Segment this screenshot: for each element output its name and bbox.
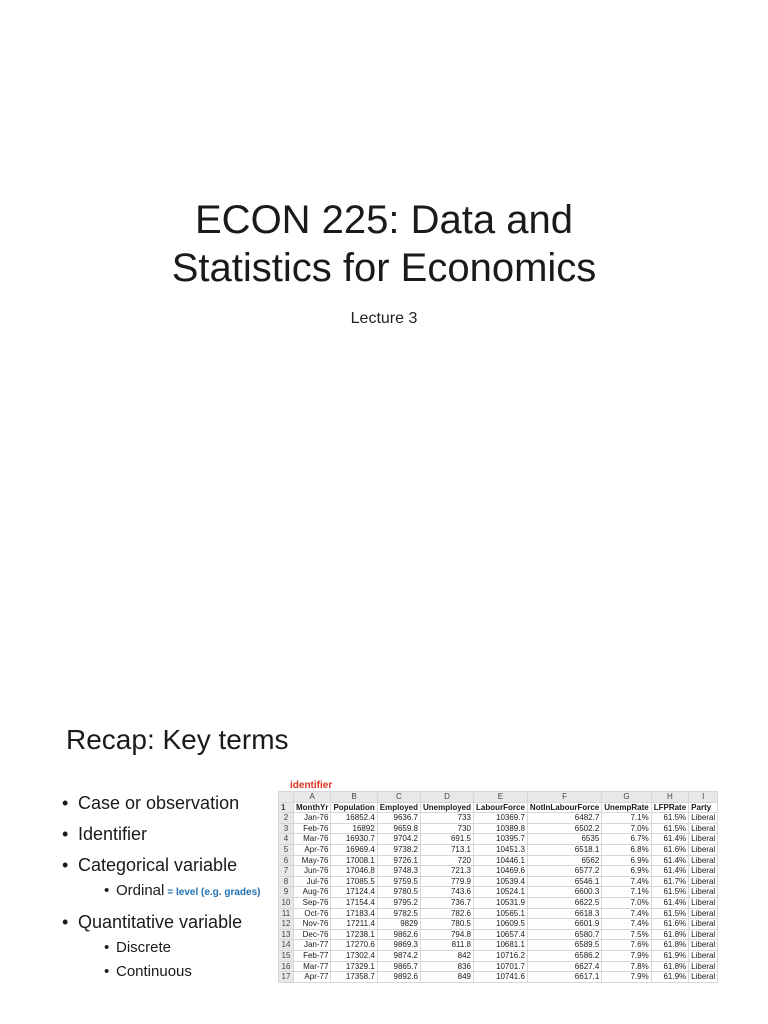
column-header: Employed [377,802,420,813]
table-cell: 7.8% [602,961,651,972]
table-cell: 9726.1 [377,855,420,866]
table-cell: 6617.1 [527,972,601,983]
table-cell: Apr-77 [294,972,331,983]
table-cell: Liberal [689,876,718,887]
table-cell: 794.8 [421,929,474,940]
table-cell: 10524.1 [474,887,528,898]
row-number: 2 [279,813,294,824]
column-header: LFPRate [651,802,688,813]
table-cell: 10657.4 [474,929,528,940]
table-cell: 7.6% [602,940,651,951]
table-cell: Liberal [689,961,718,972]
table-row [279,961,718,972]
table-cell: Liberal [689,887,718,898]
table-cell: 7.0% [602,897,651,908]
table-cell: 61.4% [651,834,688,845]
header-row [279,802,718,813]
table-cell: 730 [421,823,474,834]
table-cell: Oct-76 [294,908,331,919]
table-cell: 9862.6 [377,929,420,940]
table-cell: 10469.6 [474,866,528,877]
table-cell: 61.8% [651,940,688,951]
table-cell: 6601.9 [527,919,601,930]
table-cell: 16892 [331,823,377,834]
table-cell: 10741.6 [474,972,528,983]
column-letter: C [377,792,420,803]
table-cell: 6.8% [602,844,651,855]
bullet-case: • Case or observation [62,792,282,814]
row-number: 17 [279,972,294,983]
table-cell: 7.9% [602,950,651,961]
table-row [279,876,718,887]
table-cell: 10539.4 [474,876,528,887]
table-cell: 17238.1 [331,929,377,940]
table-cell: 743.6 [421,887,474,898]
column-header: Population [331,802,377,813]
table-cell: 6627.4 [527,961,601,972]
table-cell: Liberal [689,950,718,961]
categorical-sublist [78,882,282,902]
row-number: 6 [279,855,294,866]
table-cell: 842 [421,950,474,961]
table-cell: 6.9% [602,855,651,866]
table-cell: 17046.8 [331,866,377,877]
column-letter: D [421,792,474,803]
column-letter: G [602,792,651,803]
table-cell: Liberal [689,919,718,930]
row-number: 8 [279,876,294,887]
table-cell: 6535 [527,834,601,845]
table-cell: 7.0% [602,823,651,834]
spreadsheet-table [278,791,718,983]
table-cell: 17154.4 [331,897,377,908]
table-cell: Liberal [689,940,718,951]
table-cell: 61.5% [651,813,688,824]
table-cell: Liberal [689,834,718,845]
table-cell: 61.5% [651,908,688,919]
table-row [279,813,718,824]
table-row [279,844,718,855]
table-cell: 782.6 [421,908,474,919]
column-header: Unemployed [421,802,474,813]
table-cell: 6600.3 [527,887,601,898]
table-cell: Apr-76 [294,844,331,855]
table-cell: 6618.3 [527,908,601,919]
row-number: 14 [279,940,294,951]
bullet-quantitative-label: Quantitative variable [78,912,243,932]
recap-title: Recap: Key terms [66,724,289,755]
table-cell: 849 [421,972,474,983]
table-cell: 9636.7 [377,813,420,824]
table-cell: Liberal [689,929,718,940]
column-header: UnempRate [602,802,651,813]
table-cell: Jan-76 [294,813,331,824]
ordinal-note: = level (e.g. grades) [167,887,261,898]
table-cell: 61.5% [651,887,688,898]
row-number: 9 [279,887,294,898]
table-cell: May-76 [294,855,331,866]
table-cell: 9829 [377,919,420,930]
bullet-continuous: • Continuous [104,963,282,981]
table-cell: 7.4% [602,919,651,930]
table-cell: 10451.3 [474,844,528,855]
table-cell: 6622.5 [527,897,601,908]
table-cell: 61.6% [651,844,688,855]
table-cell: 17270.6 [331,940,377,951]
slide-title-line-2: Statistics for Economics [171,246,597,290]
table-cell: Aug-76 [294,887,331,898]
table-cell: 6502.2 [527,823,601,834]
table-cell: Liberal [689,813,718,824]
table-cell: 10531.9 [474,897,528,908]
table-cell: 17211.4 [331,919,377,930]
table-cell: 6546.1 [527,876,601,887]
table-cell: 7.5% [602,929,651,940]
table-cell: Mar-77 [294,961,331,972]
table-row [279,929,718,940]
table-cell: 6580.7 [527,929,601,940]
table-cell: 6.7% [602,834,651,845]
row-number: 10 [279,897,294,908]
table-cell: 16852.4 [331,813,377,824]
quantitative-sublist [78,939,282,981]
table-cell: Liberal [689,972,718,983]
column-letters-row [279,792,718,803]
row-number: 13 [279,929,294,940]
table-cell: Liberal [689,823,718,834]
table-cell: 9892.6 [377,972,420,983]
table-cell: 7.4% [602,908,651,919]
table-cell: Jan-77 [294,940,331,951]
table-cell: 61.4% [651,866,688,877]
table-cell: 17085.5 [331,876,377,887]
table-row [279,940,718,951]
table-cell: 16930.7 [331,834,377,845]
column-header: NotInLabourForce [527,802,601,813]
table-row [279,823,718,834]
table-cell: 7.9% [602,972,651,983]
table-cell: 10395.7 [474,834,528,845]
column-letter: E [474,792,528,803]
identifier-annotation: identifier [290,780,333,791]
table-cell: 9659.8 [377,823,420,834]
table-cell: 10446.1 [474,855,528,866]
column-letter: F [527,792,601,803]
table-cell: 61.8% [651,929,688,940]
table-cell: 9874.2 [377,950,420,961]
column-letter: B [331,792,377,803]
table-cell: Nov-76 [294,919,331,930]
row-number: 15 [279,950,294,961]
table-cell: Feb-76 [294,823,331,834]
table-row [279,908,718,919]
table-cell: 17329.1 [331,961,377,972]
table-cell: 17008.1 [331,855,377,866]
table-row [279,855,718,866]
table-cell: 736.7 [421,897,474,908]
bullet-discrete: • Discrete [104,939,282,957]
table-row [279,834,718,845]
table-cell: 6577.2 [527,866,601,877]
column-letter: A [294,792,331,803]
bullet-ordinal-label: Ordinal [116,882,165,899]
table-cell: 7.4% [602,876,651,887]
column-letter: H [651,792,688,803]
recap-slide [0,680,768,1024]
bullet-categorical-label: Categorical variable [78,855,238,875]
row-number: 5 [279,844,294,855]
table-cell: 9704.2 [377,834,420,845]
table-cell: 10369.7 [474,813,528,824]
row-number: 16 [279,961,294,972]
table-cell: 10681.1 [474,940,528,951]
table-cell: 713.1 [421,844,474,855]
row-number: 11 [279,908,294,919]
table-cell: 9795.2 [377,897,420,908]
table-cell: 691.5 [421,834,474,845]
table-cell: 10716.2 [474,950,528,961]
table-cell: 16969.4 [331,844,377,855]
table-cell: 9738.2 [377,844,420,855]
table-row [279,919,718,930]
table-cell: 9748.3 [377,866,420,877]
table-cell: 9782.5 [377,908,420,919]
row-number: 4 [279,834,294,845]
column-header: LabourForce [474,802,528,813]
table-cell: Liberal [689,844,718,855]
table-cell: Sep-76 [294,897,331,908]
table-cell: Liberal [689,897,718,908]
spreadsheet-body [279,802,718,982]
table-cell: 6518.1 [527,844,601,855]
table-cell: Jul-76 [294,876,331,887]
slide-subtitle: Lecture 3 [350,310,418,327]
table-cell: 61.4% [651,855,688,866]
table-row [279,950,718,961]
table-cell: 9759.5 [377,876,420,887]
table-cell: Jun-76 [294,866,331,877]
slide-title [0,196,768,292]
table-cell: 7.1% [602,887,651,898]
table-cell: 10389.8 [474,823,528,834]
table-cell: 9780.5 [377,887,420,898]
table-cell: 779.9 [421,876,474,887]
key-terms-list [62,792,282,990]
table-cell: 61.9% [651,972,688,983]
table-cell: Dec-76 [294,929,331,940]
table-cell: 6482.7 [527,813,601,824]
table-row [279,887,718,898]
table-cell: 61.6% [651,919,688,930]
row-number: 1 [279,802,294,813]
row-number: 3 [279,823,294,834]
table-cell: Liberal [689,866,718,877]
table-cell: 721.3 [421,866,474,877]
table-cell: 10565.1 [474,908,528,919]
table-cell: 6562 [527,855,601,866]
table-cell: 10609.5 [474,919,528,930]
row-number: 12 [279,919,294,930]
table-cell: 836 [421,961,474,972]
table-cell: Feb-77 [294,950,331,961]
sheet-corner [279,792,294,803]
column-header: Party [689,802,718,813]
table-cell: 6586.2 [527,950,601,961]
table-cell: 61.5% [651,823,688,834]
table-cell: 61.8% [651,961,688,972]
table-cell: Liberal [689,908,718,919]
table-cell: 6.9% [602,866,651,877]
table-cell: 17302.4 [331,950,377,961]
bullet-quantitative [62,911,282,981]
table-cell: 17183.4 [331,908,377,919]
row-number: 7 [279,866,294,877]
table-row [279,972,718,983]
table-cell: 6589.5 [527,940,601,951]
bullet-ordinal [104,882,282,902]
bullet-categorical [62,854,282,902]
bullet-identifier: • Identifier [62,823,282,845]
table-cell: 780.5 [421,919,474,930]
table-cell: 720 [421,855,474,866]
table-cell: 9869.3 [377,940,420,951]
table-cell: Liberal [689,855,718,866]
table-cell: 811.8 [421,940,474,951]
table-cell: 61.9% [651,950,688,961]
table-row [279,897,718,908]
table-cell: 7.1% [602,813,651,824]
table-cell: 17124.4 [331,887,377,898]
table-cell: 61.4% [651,897,688,908]
table-cell: Mar-76 [294,834,331,845]
table-cell: 61.7% [651,876,688,887]
column-letter: I [689,792,718,803]
table-row [279,866,718,877]
table-cell: 17358.7 [331,972,377,983]
table-cell: 9865.7 [377,961,420,972]
column-header: MonthYr [294,802,331,813]
slide-title-line-1: ECON 225: Data and [195,198,573,242]
table-cell: 733 [421,813,474,824]
table-cell: 10701.7 [474,961,528,972]
